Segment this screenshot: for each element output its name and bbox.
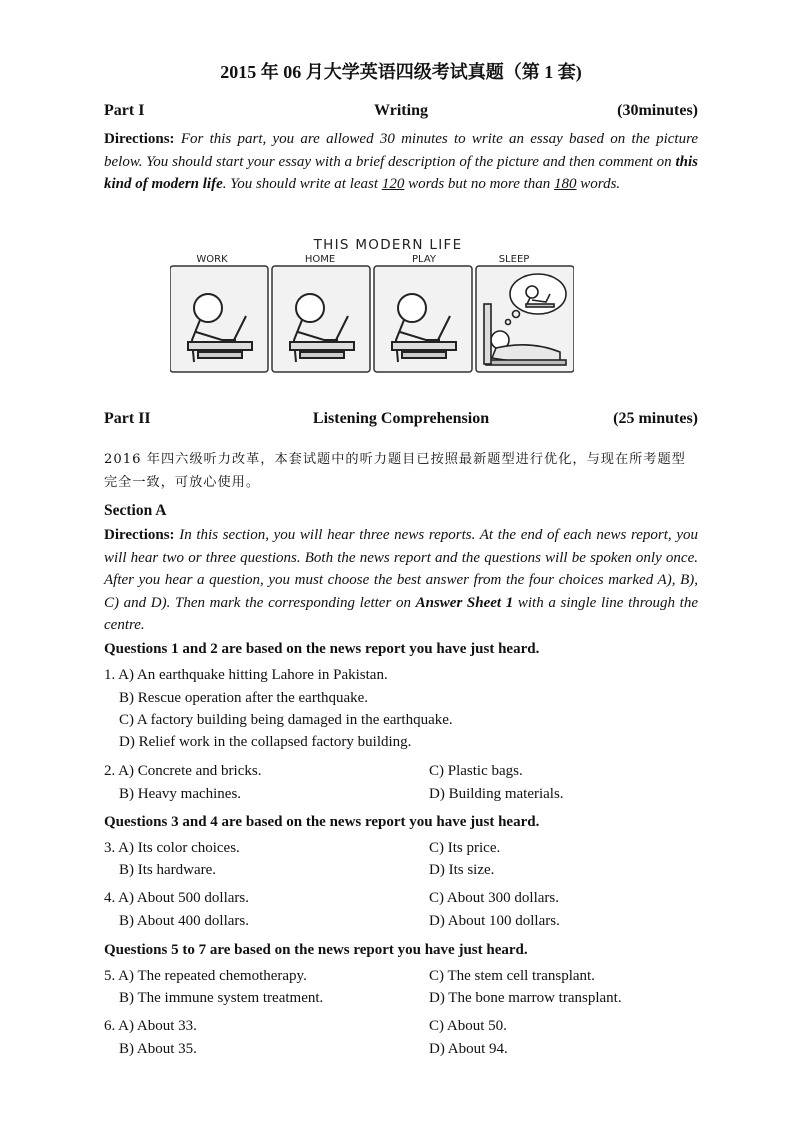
max-words: 180 bbox=[554, 176, 577, 192]
q3-option-d: D) Its size. bbox=[429, 862, 495, 878]
cartoon-panel-label-sleep: SLEEP bbox=[498, 254, 530, 265]
q1-option-d: D) Relief work in the collapsed factory building. bbox=[119, 734, 412, 750]
part-2-name: Listening Comprehension bbox=[312, 410, 490, 427]
directions-label: Directions: bbox=[104, 131, 175, 147]
directions-text-4: words. bbox=[580, 176, 621, 192]
cartoon-panel-label-play: PLAY bbox=[411, 254, 437, 265]
directions-text-2: . You should write at least bbox=[222, 176, 379, 192]
q5-option-a: 5. A) The repeated chemotherapy. bbox=[104, 968, 307, 984]
q5-option-b: B) The immune system treatment. bbox=[119, 990, 324, 1006]
part-1-time: (30minutes) bbox=[617, 102, 698, 119]
part-2-time: (25 minutes) bbox=[613, 410, 698, 427]
q4-option-a: 4. A) About 500 dollars. bbox=[104, 890, 249, 906]
min-words: 120 bbox=[381, 176, 405, 192]
q5-option-d: D) The bone marrow transplant. bbox=[429, 990, 622, 1006]
q6-option-d: D) About 94. bbox=[429, 1041, 508, 1057]
part-2-header bbox=[104, 410, 698, 432]
q5-option-c: C) The stem cell transplant. bbox=[429, 968, 595, 984]
section-a-directions bbox=[104, 524, 698, 637]
q4-option-d: D) About 100 dollars. bbox=[429, 913, 560, 929]
q6-option-c: C) About 50. bbox=[429, 1018, 507, 1034]
question-group-heading-3: Questions 5 to 7 are based on the news report you have just heard. bbox=[104, 942, 528, 958]
cartoon-title: THIS MODERN LIFE bbox=[313, 237, 463, 253]
q2-option-b: B) Heavy machines. bbox=[119, 786, 242, 802]
question-group-heading-2: Questions 3 and 4 are based on the news report you have just heard. bbox=[104, 814, 540, 830]
answer-sheet-ref: Answer Sheet 1 bbox=[415, 594, 514, 611]
directions-text: In this section, you will hear three news reports. At the end of each news report, you will hear two or three questions. Both the news report and the questions will be spoken only once. After you hear a question, you must choose the best answer from the four choices marked A), B), C) and D). Then mark the corresponding letter on bbox=[104, 527, 698, 611]
part-1-name: Writing bbox=[374, 102, 428, 119]
q1-option-c: C) A factory building being damaged in the earthquake. bbox=[119, 712, 453, 728]
directions-text-3: words but no more than bbox=[408, 176, 551, 192]
directions-label: Directions: bbox=[104, 527, 175, 543]
listening-reform-note: 2016 年四六级听力改革，本套试题中的听力题目已按照最新题型进行优化，与现在所考题型完全一致，可放心使用。 bbox=[104, 452, 686, 490]
section-a-label: Section A bbox=[104, 502, 167, 519]
q2-option-c: C) Plastic bags. bbox=[429, 763, 523, 779]
q6-option-a: 6. A) About 33. bbox=[104, 1018, 197, 1034]
directions-text: For this part, you are allowed 30 minutes to write an essay based on the picture below. You should start your essay with a brief description of the picture and then comment on bbox=[104, 131, 699, 170]
cartoon-panel-label-home: HOME bbox=[304, 254, 336, 265]
part-1-label: Part I bbox=[104, 102, 145, 119]
cartoon-panel-label-work: WORK bbox=[196, 254, 228, 265]
part-1-header bbox=[104, 102, 698, 124]
part-2-label: Part II bbox=[104, 410, 151, 427]
q3-option-c: C) Its price. bbox=[429, 840, 501, 856]
q2-option-d: D) Building materials. bbox=[429, 786, 564, 802]
part-1-directions bbox=[104, 128, 698, 196]
question-group-heading-1: Questions 1 and 2 are based on the news report you have just heard. bbox=[104, 641, 540, 657]
q3-option-b: B) Its hardware. bbox=[119, 862, 217, 878]
q1-option-a: 1. A) An earthquake hitting Lahore in Pakistan. bbox=[104, 667, 388, 683]
q4-option-c: C) About 300 dollars. bbox=[429, 890, 559, 906]
q1-option-b: B) Rescue operation after the earthquake. bbox=[119, 690, 369, 706]
modern-life-cartoon bbox=[170, 236, 574, 376]
q3-option-a: 3. A) Its color choices. bbox=[104, 840, 240, 856]
q6-option-b: B) About 35. bbox=[119, 1041, 197, 1057]
q2-option-a: 2. A) Concrete and bricks. bbox=[104, 763, 262, 779]
page-title: 2015 年 06 月大学英语四级考试真题（第 1 套) bbox=[220, 62, 582, 82]
directions-text-2: with a single line through the centre. bbox=[104, 594, 699, 633]
q4-option-b: B) About 400 dollars. bbox=[119, 913, 249, 929]
directions-emphasis: this kind of modern life bbox=[104, 153, 698, 192]
